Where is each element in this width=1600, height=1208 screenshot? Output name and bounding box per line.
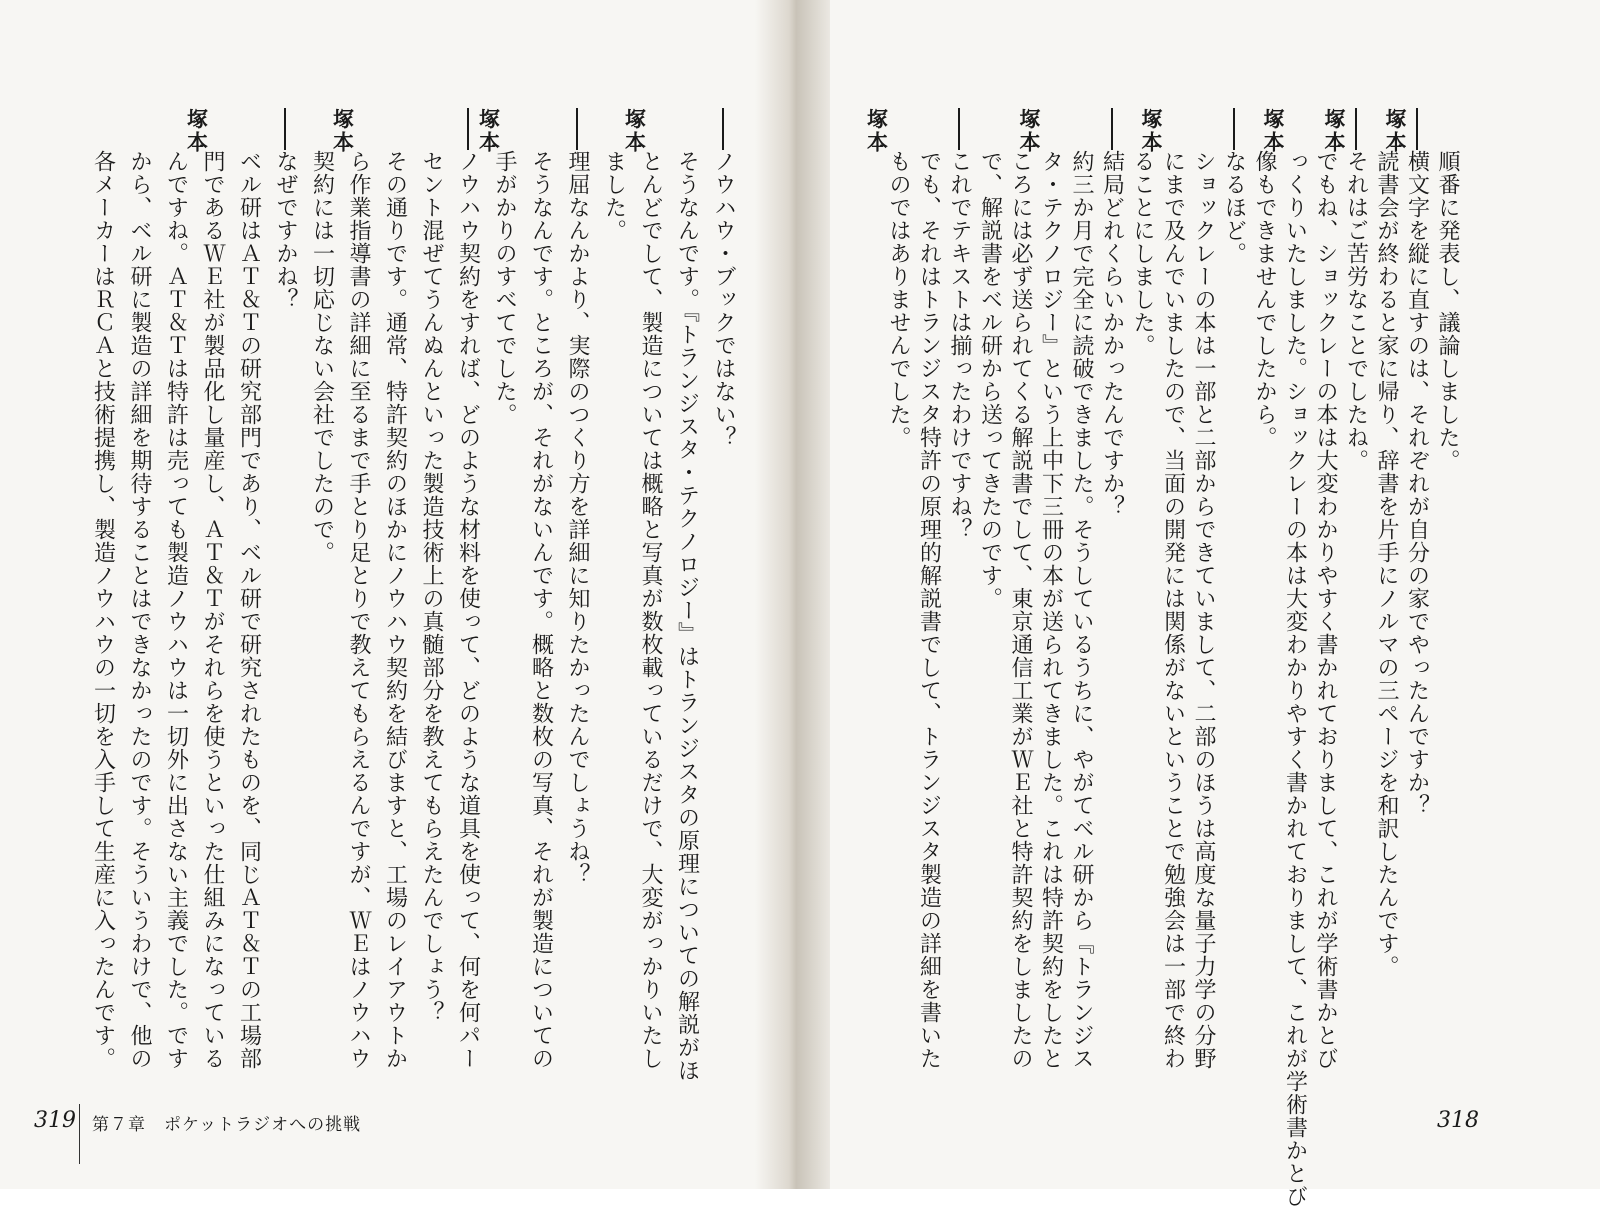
speaker-label: 塚本: [184, 108, 209, 154]
text-column: んですね。ＡＴ＆Ｔは特許は売っても製造ノウハウは一切外に出さない主義でした。です: [163, 150, 189, 1070]
text-column: 読書会が終わると家に帰り、辞書を片手にノルマの三ページを和訳したんです。: [1374, 150, 1399, 978]
text-column: それはご苦労なことでしたね。: [1343, 150, 1369, 472]
text-column: そうなんです。『トランジスタ・テクノロジー』はトランジスタの原理についての解説がほ: [674, 150, 700, 1082]
text-column: タ・テクノロジー』という上中下三冊の本が送られてきました。これは特許契約をしたと: [1038, 150, 1064, 1070]
text-column: ものではありませんでした。: [886, 150, 911, 449]
footer-rule: [79, 1104, 80, 1164]
book-gutter: [755, 0, 830, 1189]
interviewer-dash: [467, 108, 469, 150]
speaker-label: 塚本: [1017, 108, 1041, 154]
text-column: 約三か月で完全に読破できました。そうしているうちに、やがてベル研から『トランジス: [1069, 150, 1094, 1070]
interviewer-dash: [1355, 108, 1357, 150]
text-column: これでテキストは揃ったわけですね？: [947, 150, 972, 541]
speaker-label: 塚本: [330, 108, 355, 154]
text-column: なぜですかね？: [273, 150, 298, 311]
text-column: から、ベル研に製造の詳細を期待することはできなかったのです。そういうわけで、他の: [127, 150, 152, 1070]
interviewer-dash: [1233, 108, 1235, 150]
text-column: ショックレーの本は一部と二部からできていまして、二部のほうは高度な量子力学の分野: [1191, 150, 1216, 1070]
text-column: とんどでして、製造については概略と写真が数枚載っているだけで、大変がっかりいたし: [638, 150, 663, 1070]
text-column: 理屈なんかより、実際のつくり方を詳細に知りたかったんでしょうね？: [565, 150, 590, 886]
text-column: 契約には一切応じない会社でしたので。: [309, 150, 335, 564]
text-column: 像もできませんでしたから。: [1252, 150, 1277, 449]
text-column: 結局どれくらいかかったんですか？: [1099, 150, 1125, 518]
running-head: 第７章 ポケットラジオへの挑戦: [92, 1115, 362, 1135]
speaker-label: 塚本: [622, 108, 647, 154]
text-column: セント混ぜてうんぬんといった製造技術上の真髄部分を教えてもらえたんでしょう？: [419, 150, 444, 1024]
text-column: ベル研はＡＴ＆Ｔの研究部門であり、ベル研で研究されたものを、同じＡＴ＆Ｔの工場部: [236, 150, 262, 1070]
text-column: で、解説書をベル研から送ってきたのです。: [977, 150, 1003, 610]
text-column: っくりいたしました。ショックレーの本は大変わかりやすく書かれておりまして、これが学術書かとび: [1282, 150, 1308, 1208]
text-column: そうなんです。ところが、それがないんです。概略と数枚の写真、それが製造についての: [528, 150, 554, 1070]
text-column: 手がかりのすべてでした。: [492, 150, 517, 426]
text-column: その通りです。通常、特許契約のほかにノウハウ契約を結びますと、工場のレイアウトか: [382, 150, 408, 1070]
text-column: なるほど。: [1221, 150, 1247, 265]
text-column: ころには必ず送られてくる解説書でして、東京通信工業がＷＥ社と特許契約をしましたの: [1008, 150, 1033, 1070]
text-column: ノウハウ・ブックではない？: [711, 150, 736, 449]
interviewer-dash: [1416, 108, 1418, 150]
right-page-number: 318: [1437, 1108, 1479, 1133]
text-column: にまで及んでいましたので、当面の開発には関係がないということで勉強会は一部で終わ: [1160, 150, 1186, 1070]
text-column: ました。: [601, 150, 627, 242]
text-column: ノウハウ契約をすれば、どのような材料を使って、どのような道具を使って、何を何パー: [455, 150, 481, 1070]
text-column: 順番に発表し、議論しました。: [1435, 150, 1460, 472]
speaker-label: 塚本: [1322, 108, 1346, 154]
speaker-label: 塚本: [1383, 108, 1407, 154]
interviewer-dash: [1111, 108, 1113, 150]
text-column: でもね、ショックレーの本は大変わかりやすく書かれておりまして、これが学術書かとび: [1313, 150, 1338, 1070]
speaker-label: 塚本: [1261, 108, 1285, 154]
interviewer-dash: [284, 108, 286, 150]
interviewer-dash: [958, 108, 960, 150]
text-column: 各メーカーはＲＣＡと技術提携し、製造ノウハウの一切を入手して生産に入ったんです。: [90, 150, 116, 1070]
text-column: 横文字を縦に直すのは、それぞれが自分の家でやったんですか？: [1404, 150, 1430, 817]
text-column: でも、それはトランジスタ特許の原理的解説書でして、トランジスタ製造の詳細を書いた: [916, 150, 942, 1070]
speaker-label: 塚本: [476, 108, 501, 154]
interviewer-dash: [722, 108, 724, 150]
speaker-label: 塚本: [1139, 108, 1163, 154]
speaker-label: 塚本: [864, 108, 889, 154]
left-page-number: 319: [34, 1108, 76, 1133]
text-column: ることにしました。: [1130, 150, 1155, 357]
text-column: ら作業指導書の詳細に至るまで手とり足とりで教えてもらえるんですが、ＷＥはノウハウ: [346, 150, 371, 1070]
interviewer-dash: [576, 108, 578, 150]
text-column: 門であるＷＥ社が製品化し量産し、ＡＴ＆Ｔがそれらを使うといった仕組みになっている: [200, 150, 225, 1070]
